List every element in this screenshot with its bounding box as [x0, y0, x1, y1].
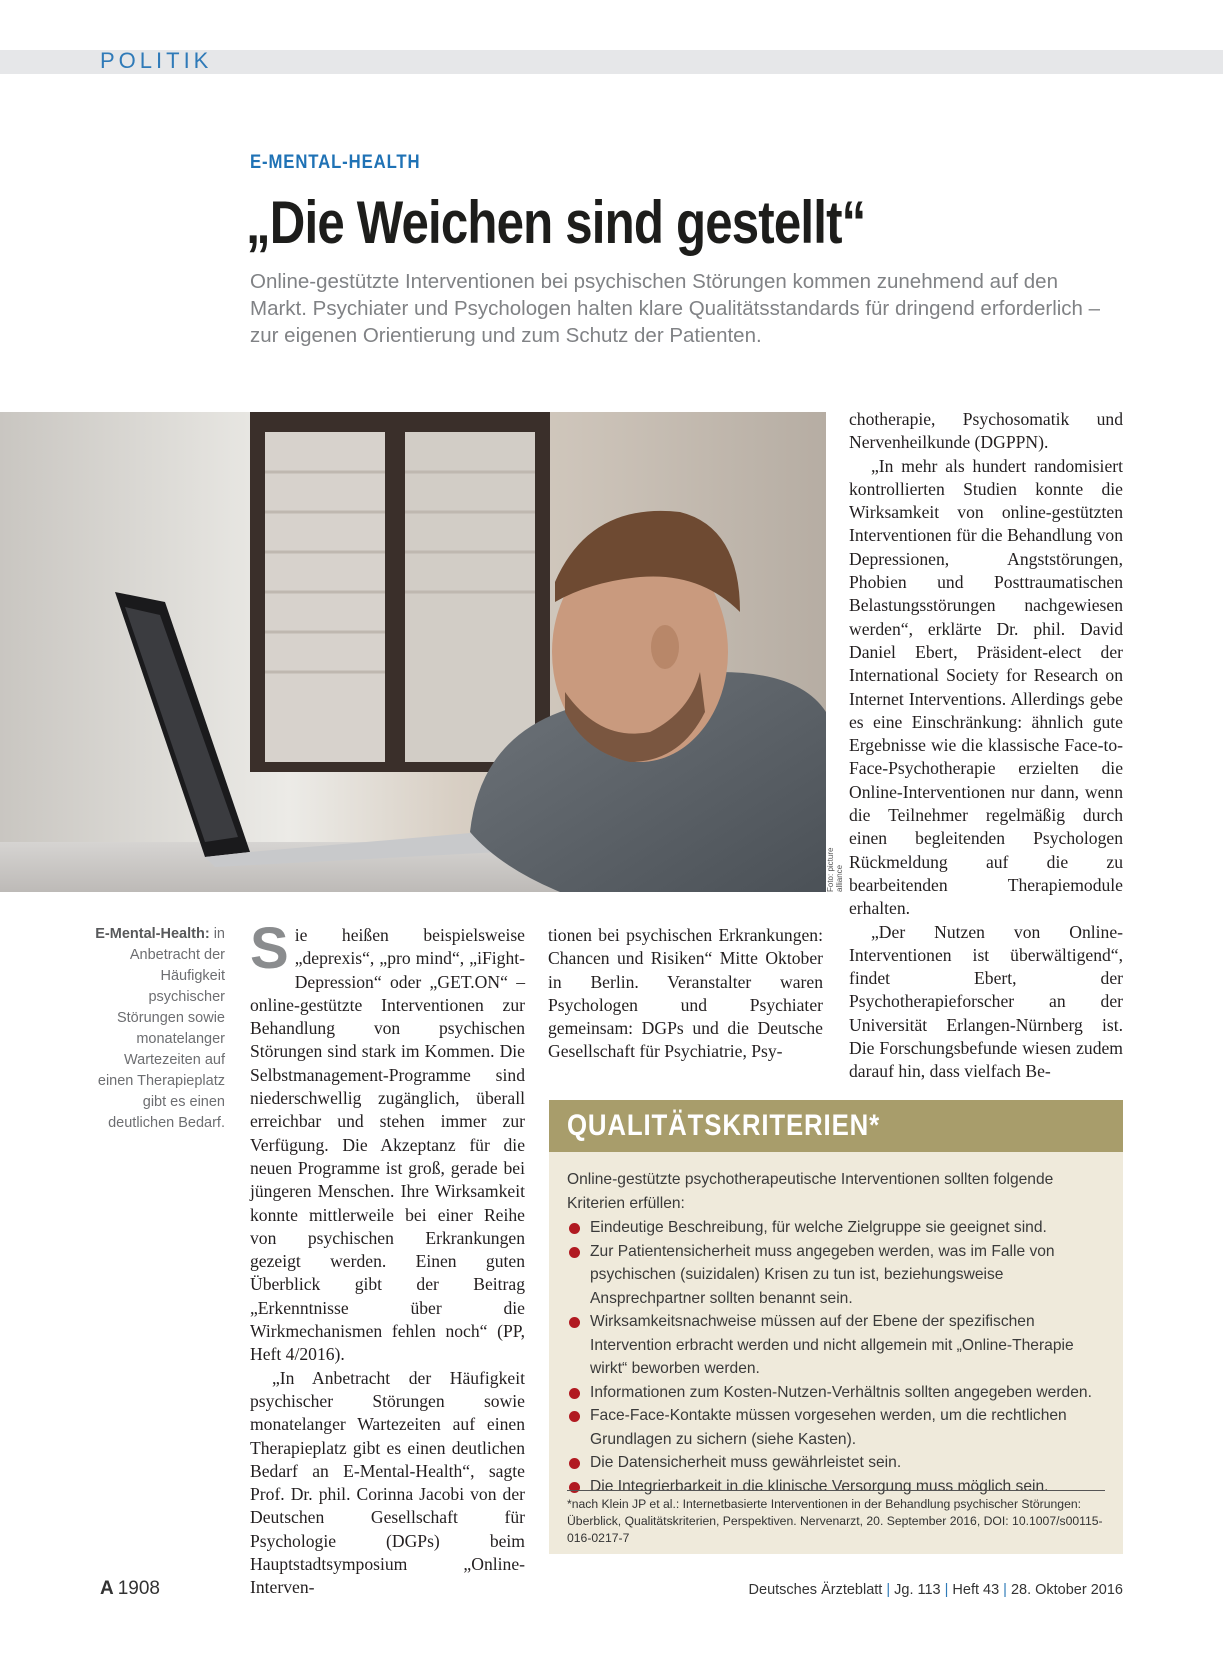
- body-paragraph-continued: chotherapie, Psychosomatik und Nervenheilkunde (DGPPN).: [849, 409, 1123, 453]
- bullet-icon: [569, 1388, 580, 1399]
- list-item: [567, 1404, 1105, 1451]
- body-paragraph: „In mehr als hundert randomisiert kontrollierten Studien konnte die Wirksamkeit von online-gestützten Interventionen für die Behandlung von Depressionen, Angststörungen, Phobien und Posttraumatischen Belastungsstörungen nachgewiesen werden“, erklärte Dr. phil. David Daniel Ebert, Präsident-elect der International Society for Research on Internet Interventions. Allerdings gebe es eine Einschränkung: ähnlich gute Ergebnisse wie die klassische Face-to-Face-Psychotherapie erzielten die Online-Interventionen nur dann, wenn die Teilnehmer regelmäßig durch einen begleitenden Psychologen Rückmeldung auf die zu bearbeitenden Therapiemodule erhalten.: [849, 455, 1123, 919]
- box-intro: Online-gestützte psychotherapeutische Interventionen sollten folgende Kriterien erfüllen:: [567, 1171, 1054, 1212]
- quality-criteria-box: [549, 1100, 1123, 1554]
- body-paragraph-continued: tionen bei psychischen Erkrankungen: Chancen und Risiken“ Mitte Oktober in Berlin. Veranstalter waren Psychologen und Psychiater gemeinsam: DGPs und die Deutsche Gesellschaft für Psychiatrie, Psy-: [548, 925, 823, 1062]
- body-paragraph: [250, 916, 525, 1367]
- photo-caption: [90, 924, 225, 1134]
- separator: |: [886, 1582, 891, 1598]
- list-item-text: Die Datensicherheit muss gewährleistet sein.: [590, 1454, 902, 1471]
- photo-credit: Foto: picture alliance: [826, 847, 844, 892]
- bullet-icon: [569, 1317, 580, 1328]
- list-item: [567, 1240, 1105, 1311]
- separator: |: [944, 1582, 949, 1598]
- body-column-3: [849, 408, 1123, 1084]
- issue-date: 28. Oktober 2016: [1010, 1582, 1123, 1598]
- article-headline: „Die Weichen sind gestellt“: [246, 189, 866, 256]
- box-title-text: QUALITÄTSKRITERIEN*: [567, 1109, 881, 1142]
- article-photo: [0, 412, 826, 892]
- list-item: [567, 1381, 1105, 1405]
- caption-text: in Anbetracht der Häufigkeit psychischer Störungen sowie monatelanger Wartezeiten auf einen Therapieplatz gibt es einen deutlichen Bedarf.: [97, 926, 225, 1131]
- bullet-icon: [569, 1458, 580, 1469]
- paragraph-text: ie heißen beispielsweise „deprexis“, „pro mind“, „iFight-Depression“ oder „GET.ON“ – online-gestützte Interventionen zur Behandlung von psychischen Störungen sind stark im Kommen. Die Selbstmanagement-Programme sind niederschwellig zugänglich, überall erreichbar und stehen immer zur Verfügung. Die Akzeptanz für die neuen Programme ist groß, gerade bei jüngeren Menschen. Ihre Wirksamkeit konnte mittlerweile bei einer Reihe von psychischen Erkrankungen gezeigt werden. Einen guten Überblick gibt der Beitrag „Erkenntnisse über die Wirkmechanismen fehlen noch“ (PP, Heft 4/2016).: [250, 925, 525, 1365]
- body-paragraph: „Der Nutzen von Online-Interventionen ist überwältigend“, findet Ebert, der Psychotherapieforscher an der Universität Erlangen-Nürnberg ist. Die Forschungsbefunde wiesen zudem darauf hin, dass vielfach Be-: [849, 921, 1123, 1082]
- list-item: [567, 1216, 1105, 1240]
- publication-info: [749, 1582, 1123, 1598]
- body-column-2: [548, 924, 823, 1064]
- list-item-text: Wirksamkeitsnachweise müssen auf der Ebene der spezifischen Intervention erbracht werden und nicht allgemein mit „Online-Therapie wirkt“ beworben werden.: [590, 1313, 1074, 1377]
- list-item-text: Informationen zum Kosten-Nutzen-Verhältnis sollten angegeben werden.: [590, 1383, 1092, 1401]
- bullet-icon: [569, 1247, 580, 1258]
- article-lead: Online-gestützte Interventionen bei psychischen Störungen kommen zunehmend auf den Markt. Psychiater und Psychologen halten klare Qualitätsstandards für dringend erforderlich – zur eigenen Orientierung und zum Schutz der Patienten.: [250, 270, 1101, 347]
- list-item-text: Eindeutige Beschreibung, für welche Zielgruppe sie geeignet sind.: [590, 1219, 1047, 1236]
- body-paragraph: „In Anbetracht der Häufigkeit psychischer Störungen sowie monatelanger Wartezeiten auf einen Therapieplatz gibt es einen deutlichen Bedarf an E-Mental-Health“, sagte Prof. Dr. phil. Corinna Jacobi von der Deutschen Gesellschaft für Psychologie (DGPs) beim Hauptstadtsymposium „Online-Interven-: [250, 1367, 525, 1598]
- section-label: POLITIK: [100, 48, 213, 73]
- edition-letter: A: [100, 1578, 114, 1599]
- criteria-list: [567, 1216, 1105, 1498]
- list-item: [567, 1310, 1105, 1381]
- list-item-text: Zur Patientensicherheit muss angegeben werden, was im Falle von psychischen (suizidalen) Krisen zu tun ist, beziehungsweise Ansprechpartner sollten benannt sein.: [590, 1242, 1055, 1307]
- box-body: [549, 1152, 1123, 1498]
- journal-name: Deutsches Ärzteblatt: [748, 1582, 883, 1598]
- list-item-text: Die Integrierbarkeit in die klinische Versorgung muss möglich sein.: [590, 1477, 1049, 1495]
- box-footnote: *nach Klein JP et al.: Internetbasierte Interventionen in der Behandlung psychischer Störungen: Überblick, Qualitätskriterien, Perspektiven. Nervenarzt, 20. September 2016, DOI: 10.1007/s00115-016-0217-7: [567, 1490, 1105, 1547]
- volume: Jg. 113: [894, 1582, 941, 1598]
- page-number-value: 1908: [117, 1578, 161, 1599]
- body-column-1: [250, 916, 525, 1600]
- box-title: [549, 1100, 1123, 1152]
- bullet-icon: [569, 1411, 580, 1422]
- photo-illustration: [0, 412, 826, 892]
- drop-cap: S: [250, 916, 289, 981]
- page-number: [100, 1578, 160, 1600]
- article-kicker: E-MENTAL-HEALTH: [250, 152, 421, 173]
- caption-title: E-Mental-Health:: [95, 926, 210, 942]
- bullet-icon: [569, 1223, 580, 1234]
- separator: |: [1003, 1582, 1007, 1598]
- list-item-text: Face-Face-Kontakte müssen vorgesehen werden, um die rechtlichen Grundlagen zu sichern (siehe Kasten).: [590, 1407, 1067, 1448]
- issue: Heft 43: [952, 1582, 1000, 1598]
- list-item: [567, 1451, 1105, 1475]
